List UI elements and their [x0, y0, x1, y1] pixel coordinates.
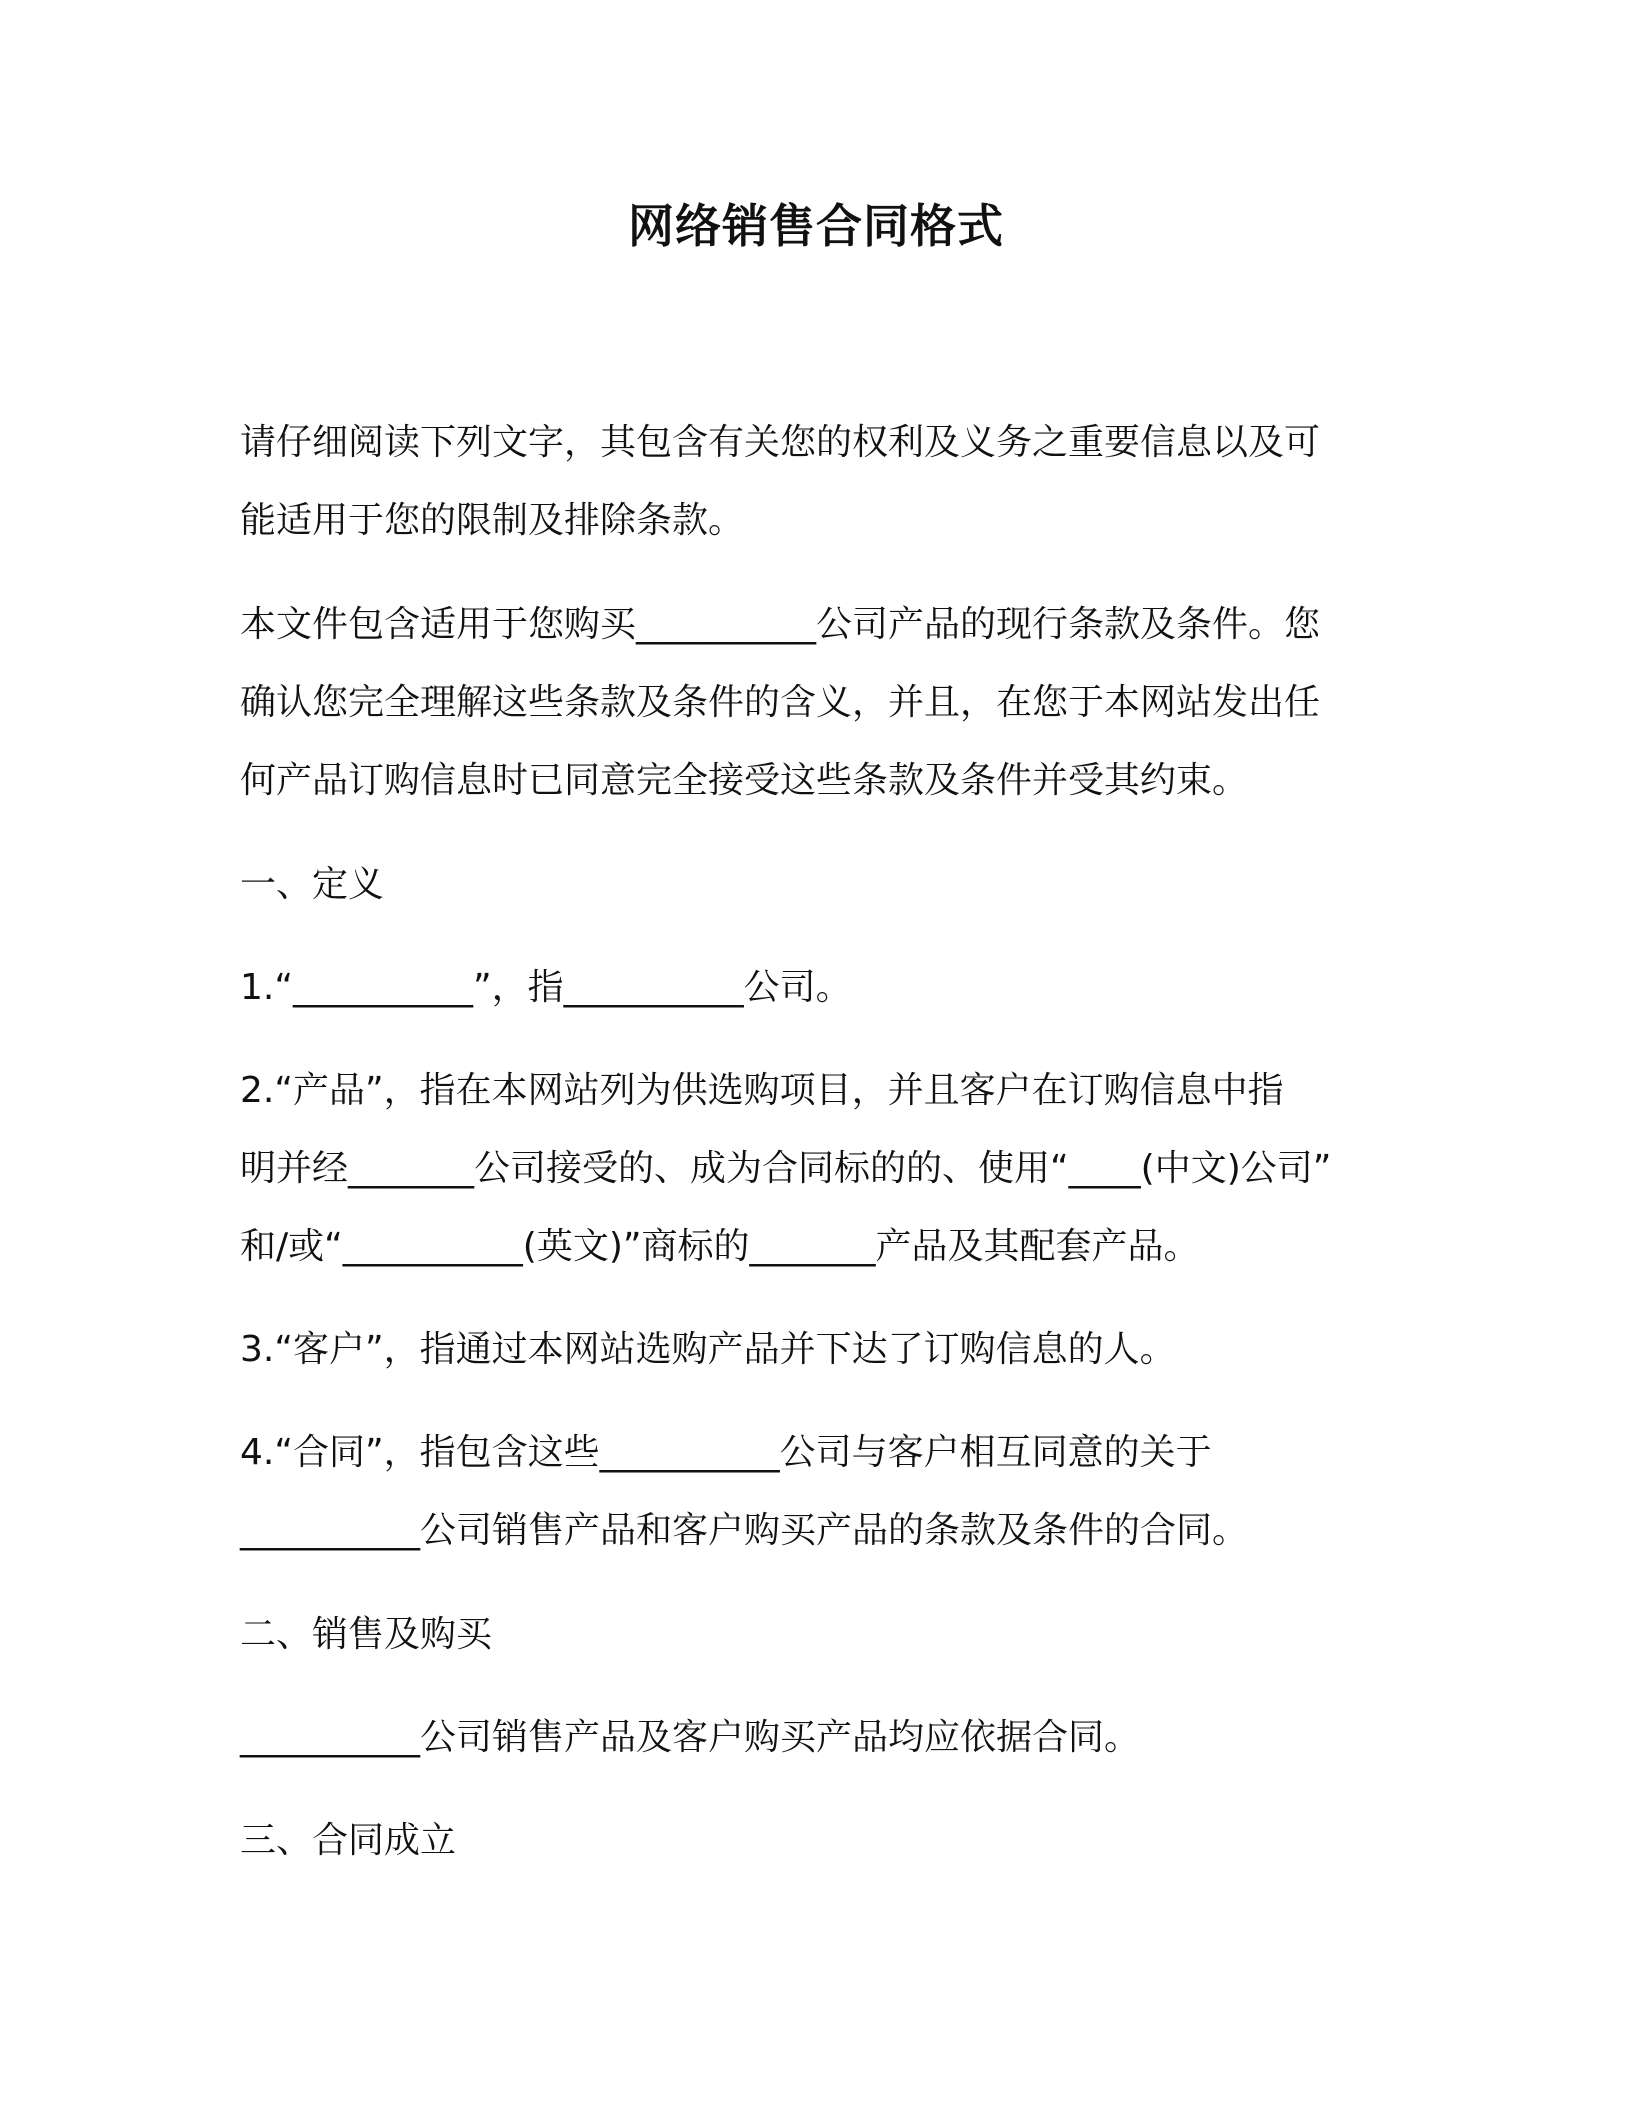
- definition-4-line-2: __________公司销售产品和客户购买产品的条款及条件的合同。: [240, 1510, 1249, 1551]
- section-heading-formation: 三、合同成立: [240, 1820, 457, 1861]
- intro-line-1: 请仔细阅读下列文字，其包含有关您的权利及义务之重要信息以及可: [240, 422, 1321, 463]
- section-heading-definitions: 一、定义: [240, 864, 385, 905]
- section-heading-sale: 二、销售及购买: [240, 1614, 493, 1655]
- definition-4-line-1: 4.“合同”，指包含这些__________公司与客户相互同意的关于: [240, 1432, 1212, 1473]
- intro-line-2: 能适用于您的限制及排除条款。: [240, 500, 745, 541]
- definition-3: 3.“客户”，指通过本网站选购产品并下达了订购信息的人。: [240, 1329, 1176, 1370]
- scope-line-3: 何产品订购信息时已同意完全接受这些条款及条件并受其约束。: [240, 760, 1249, 801]
- scope-line-1: 本文件包含适用于您购买__________公司产品的现行条款及条件。您: [240, 604, 1321, 645]
- sale-clause: __________公司销售产品及客户购买产品均应依据合同。: [240, 1717, 1141, 1758]
- page-title: 网络销售合同格式: [628, 199, 1004, 253]
- definition-1: 1.“__________”，指__________公司。: [240, 967, 852, 1008]
- definition-2-line-2: 明并经_______公司接受的、成为合同标的的、使用“____(中文)公司”: [240, 1148, 1332, 1189]
- definition-2-line-3: 和/或“__________(英文)”商标的_______产品及其配套产品。: [240, 1226, 1200, 1267]
- scope-line-2: 确认您完全理解这些条款及条件的含义，并且，在您于本网站发出任: [240, 682, 1321, 723]
- definition-2-line-1: 2.“产品”，指在本网站列为供选购项目，并且客户在订购信息中指: [240, 1070, 1284, 1111]
